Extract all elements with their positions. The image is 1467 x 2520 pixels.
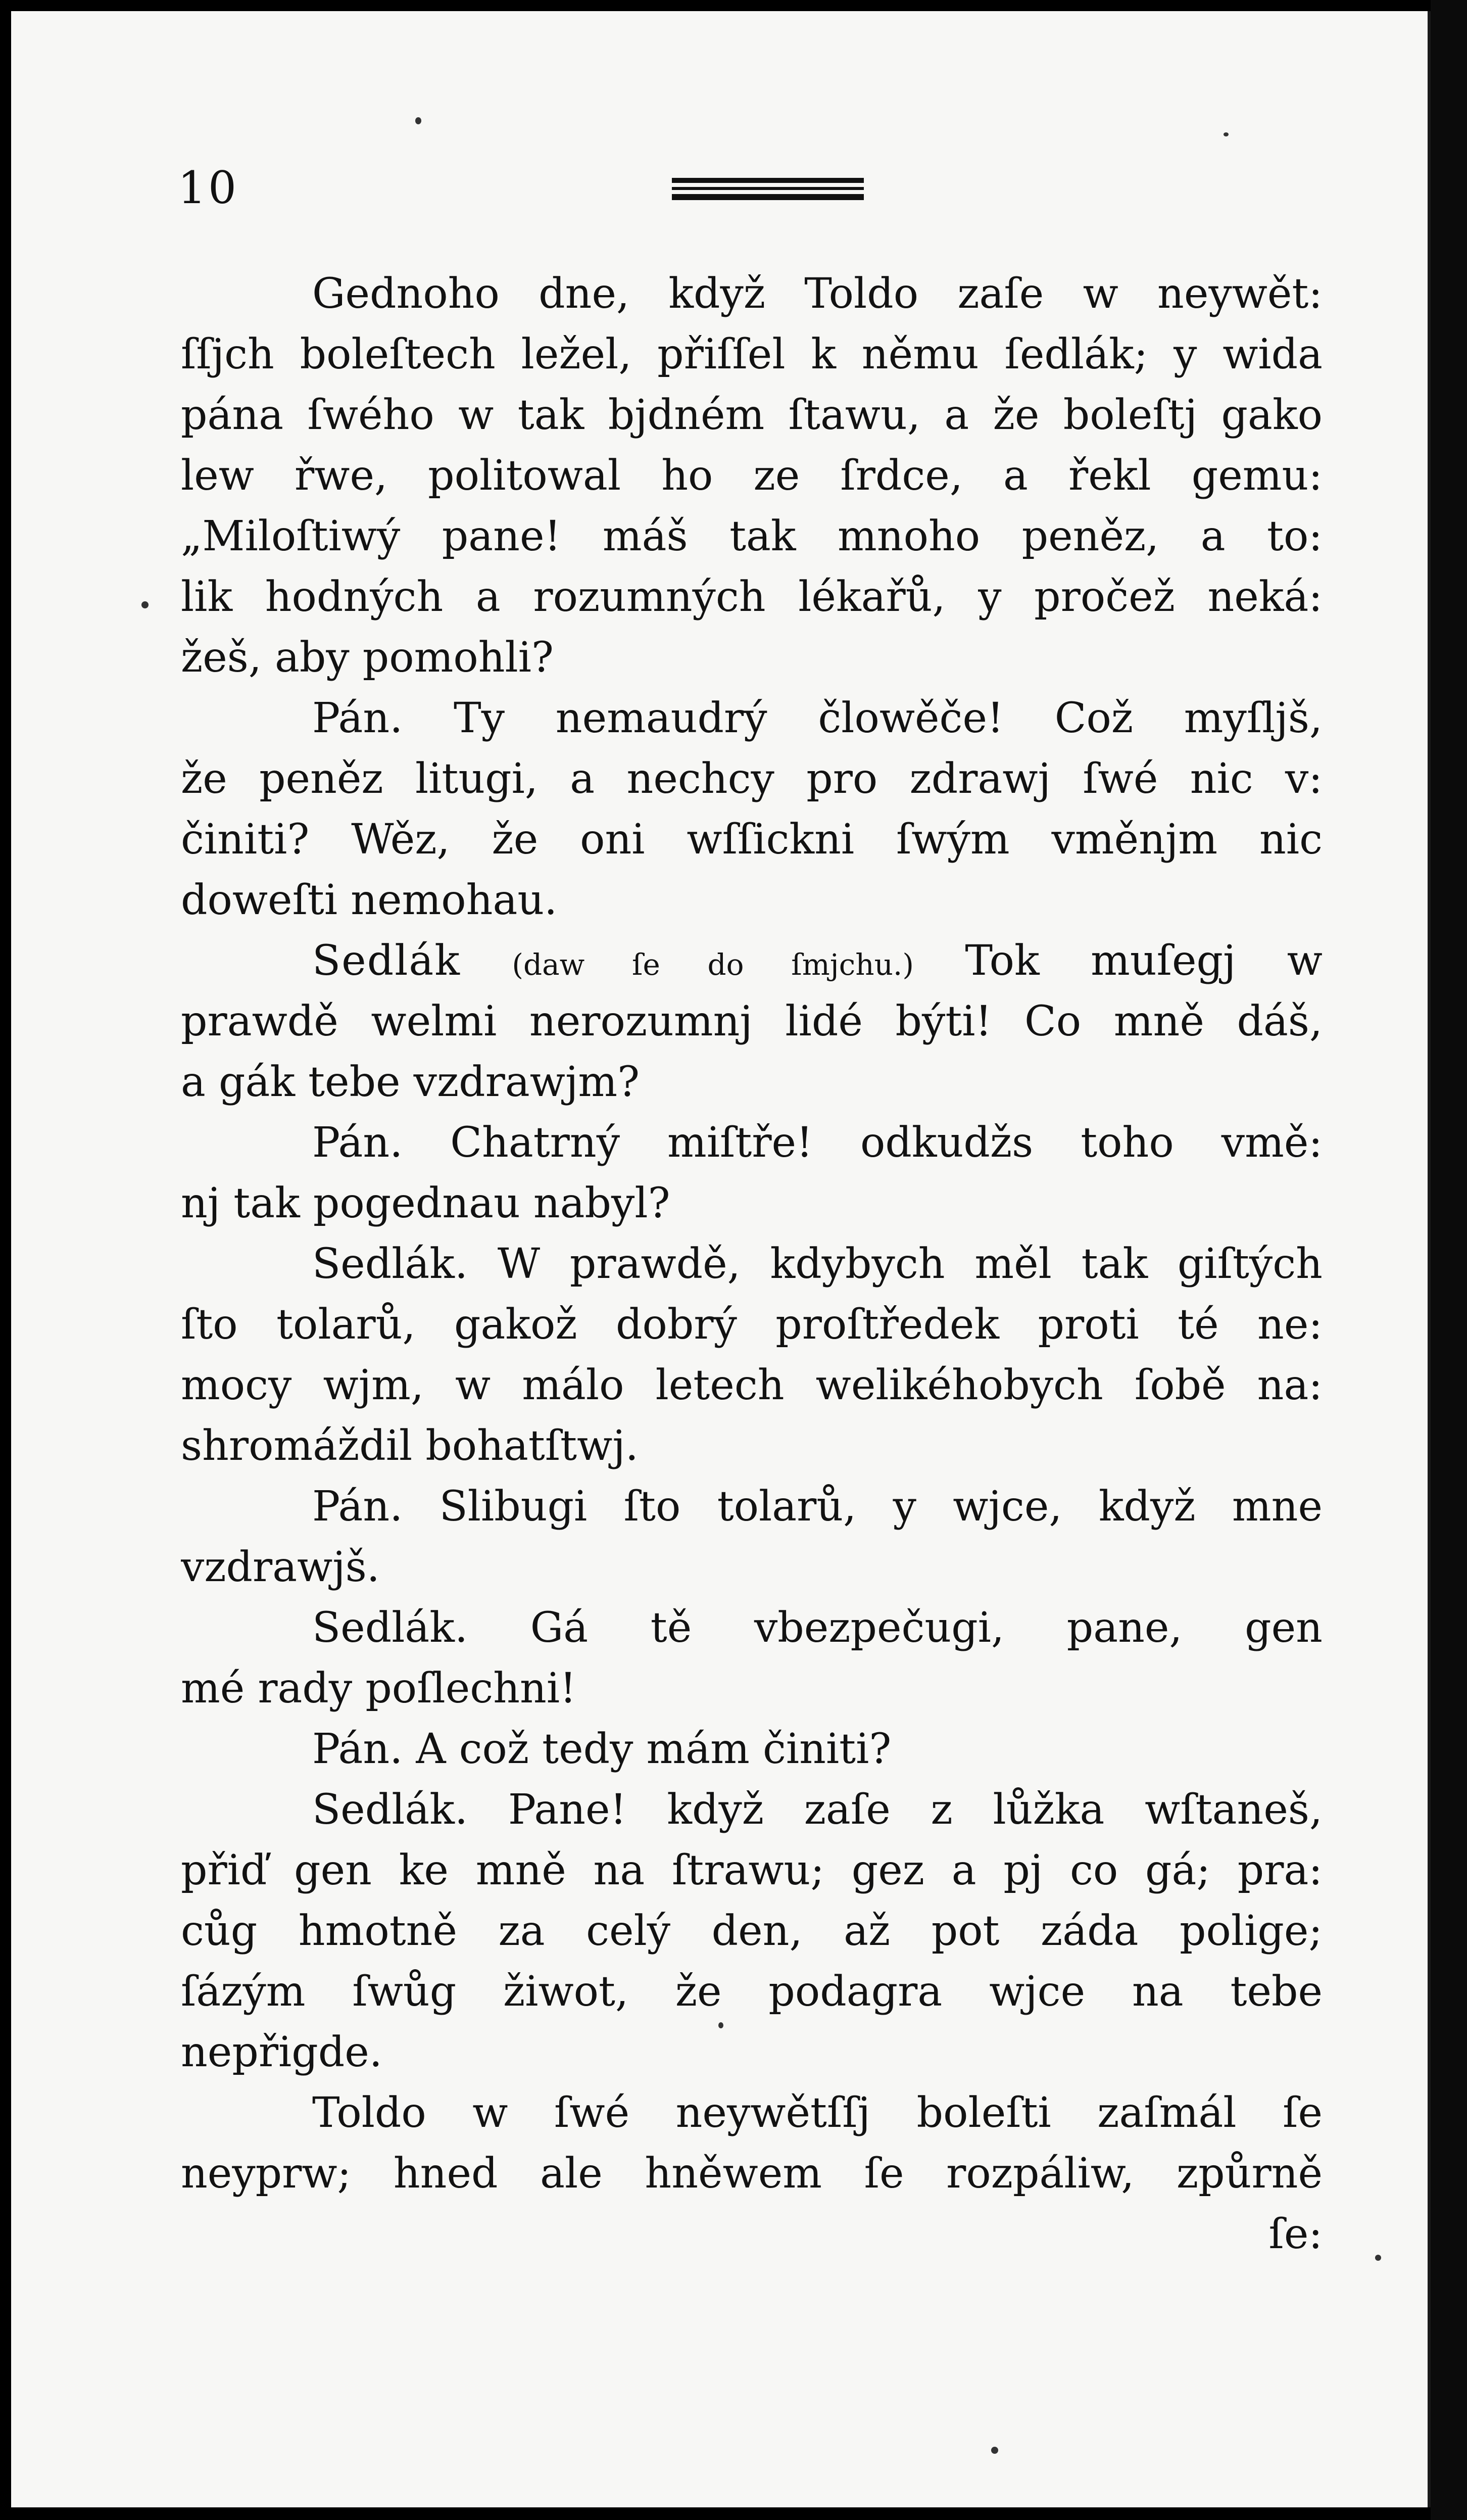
paragraph xyxy=(181,2083,1323,2204)
ink-speck xyxy=(991,2447,998,2454)
text-line: pána ſwého w tak bjdném ſtawu, a že boleſtj gako xyxy=(181,391,1323,439)
text-line: Toldo w ſwé neywětſſj boleſti zaſmál ſe xyxy=(312,2089,1323,2137)
page-number: 10 xyxy=(178,162,238,214)
paragraph xyxy=(181,1598,1323,1719)
text-line: lew řwe, politowal ho ze ſrdce, a řekl gemu: xyxy=(181,452,1323,500)
text-fragment: Tok muſegj w xyxy=(965,937,1323,985)
text-line: přiď gen ke mně na ſtrawu; gez a pj co gá; pra: xyxy=(181,1846,1323,1894)
text-line: cůg hmotně za celý den, až pot záda polige; xyxy=(181,1907,1323,1955)
text-line: Pán. Ty nemaudrý člowěče! Což myſljš, xyxy=(312,694,1323,742)
text-line: neyprw; hned ale hněwem ſe rozpáliw, způrně xyxy=(181,2150,1323,2198)
paragraph xyxy=(181,1719,1323,1780)
text-line: Pán. A což tedy mám činiti? xyxy=(312,1725,892,1773)
ink-speck xyxy=(718,2022,723,2028)
paragraph xyxy=(181,264,1323,688)
ink-speck xyxy=(1375,2255,1381,2261)
text-line: Gednoho dne, když Toldo zaſe w neywět: xyxy=(312,270,1323,318)
text-line: ſázým ſwůg žiwot, že podagra wjce na tebe xyxy=(181,1968,1323,2016)
speaker-label: Sedlák xyxy=(312,937,461,985)
text-line: doweſti nemohau. xyxy=(181,876,558,924)
text-line: ſto tolarů, gakož dobrý proſtředek proti té ne: xyxy=(181,1301,1323,1349)
text-line: žeš, aby pomohli? xyxy=(181,634,554,682)
text-line: „Miloſtiwý pane! máš tak mnoho peněz, a to: xyxy=(181,512,1323,560)
text-line: nj tak pogednau nabyl? xyxy=(181,1179,670,1227)
text-line xyxy=(181,931,1323,991)
catchword: ſe: xyxy=(1268,2210,1323,2258)
text-line: Pán. Chatrný miſtře! odkudžs toho vmě: xyxy=(312,1119,1323,1167)
text-line: činiti? Wěz, že oni wſſickni ſwým vměnjm nic xyxy=(181,816,1323,864)
text-line: vzdrawjš. xyxy=(181,1543,380,1591)
text-line: ſſjch boleſtech ležel, přiſſel k němu ſedlák; y wida xyxy=(181,330,1323,378)
text-line: mocy wjm, w málo letech welikéhobych ſobě na: xyxy=(181,1361,1323,1409)
text-line: Pán. Slibugi ſto tolarů, y wjce, když mne xyxy=(312,1483,1323,1531)
text-line: Sedlák. Pane! když zaſe z lůžka wſtaneš, xyxy=(312,1786,1323,1834)
stage-direction: (daw ſe do ſmjchu.) xyxy=(512,947,914,982)
book-page xyxy=(11,11,1431,2507)
paragraph xyxy=(181,1234,1323,1477)
ink-speck xyxy=(415,117,421,124)
text-line: nepřigde. xyxy=(181,2028,382,2076)
text-line: že peněz litugi, a nechcy pro zdrawj ſwé nic v: xyxy=(181,755,1323,803)
text-line: a gák tebe vzdrawjm? xyxy=(181,1058,640,1106)
body-text xyxy=(181,264,1323,2265)
text-line: Sedlák. W prawdě, kdybych měl tak giſtých xyxy=(312,1240,1323,1288)
header-rule-ornament xyxy=(672,178,864,202)
text-line: shromáždil bohatſtwj. xyxy=(181,1422,639,1470)
page-edge-shadow xyxy=(1431,0,1467,2520)
page-header xyxy=(178,163,1340,223)
paragraph xyxy=(181,1113,1323,1234)
paragraph xyxy=(181,931,1323,1113)
paragraph xyxy=(181,688,1323,931)
text-line: prawdě welmi nerozumnj lidé býti! Co mně dáš, xyxy=(181,997,1323,1045)
text-line: lik hodných a rozumných lékařů, y pročež neká: xyxy=(181,573,1323,621)
text-line: mé rady poſlechni! xyxy=(181,1665,577,1713)
text-line: Sedlák. Gá tě vbezpečugi, pane, gen xyxy=(312,1604,1323,1652)
ink-speck xyxy=(1224,132,1229,136)
ink-speck xyxy=(141,601,149,608)
paragraph xyxy=(181,1780,1323,2083)
paragraph xyxy=(181,1477,1323,1598)
